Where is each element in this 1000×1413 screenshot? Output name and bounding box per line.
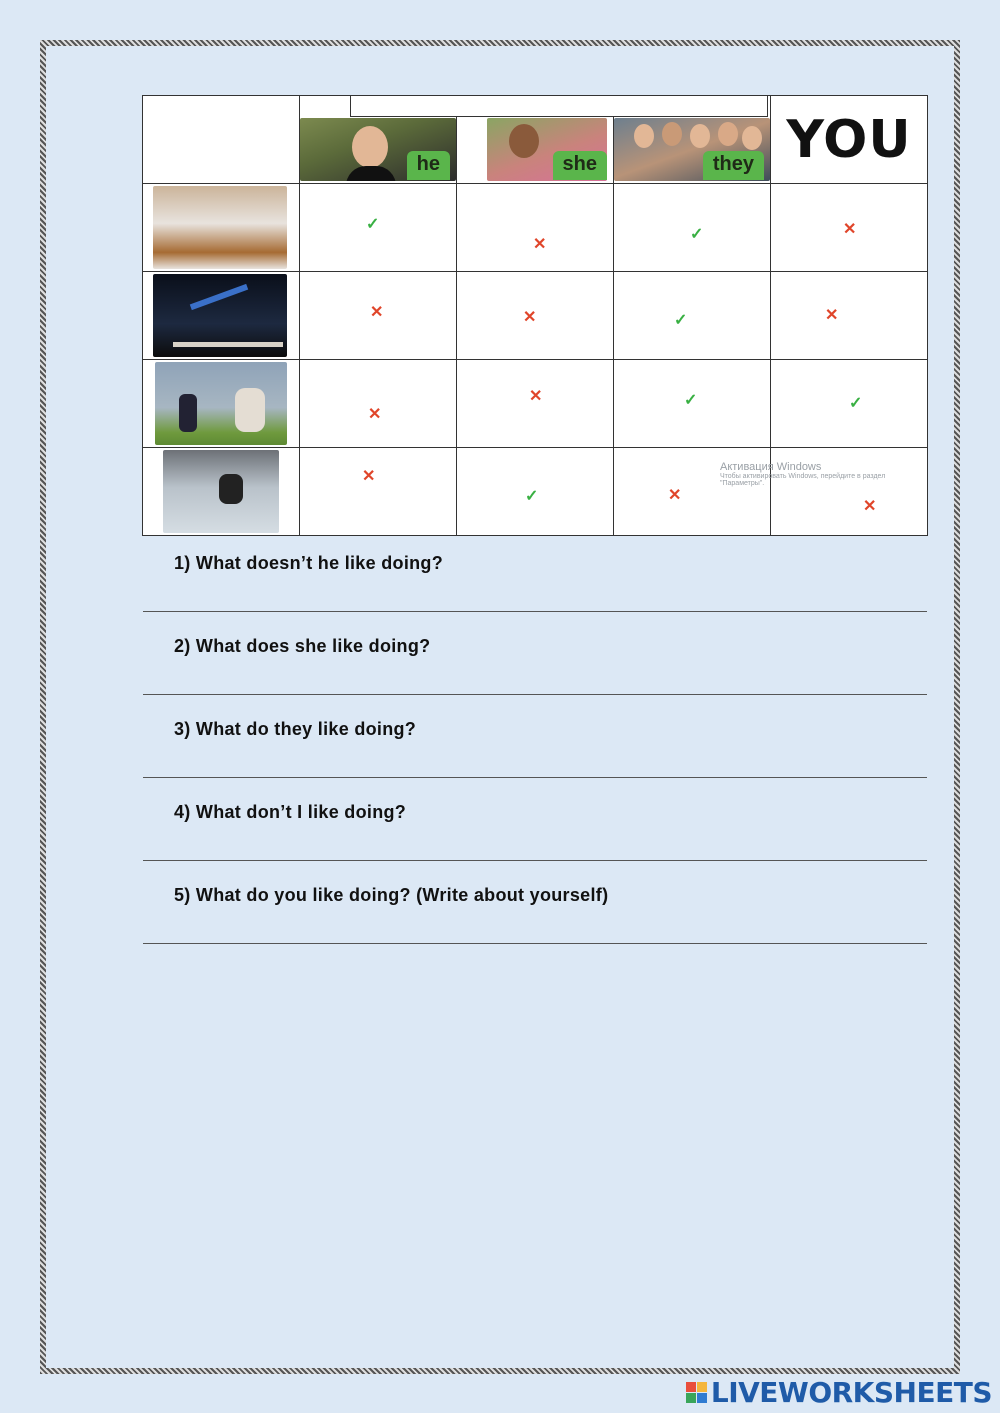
question-3: 3) What do they like doing? [174,719,417,739]
activity-cell [143,360,300,448]
answer-line-1[interactable] [143,611,927,612]
question-1: 1) What doesn’t he like doing? [174,553,444,573]
tick-icon: ✓ [366,216,380,233]
activity-cell [143,272,300,360]
answer-cell [614,360,771,448]
tick-icon: ✓ [690,226,704,243]
logo-text: LIVEWORKSHEETS [710,1376,992,1409]
chess-photo [153,186,287,269]
answer-cell [300,272,457,360]
answer-line-5[interactable] [143,943,927,944]
answer-cell [771,272,928,360]
question-2: 2) What does she like doing? [174,636,431,656]
they-tag: they [703,151,764,180]
cross-icon: ✕ [523,309,537,326]
answer-cell [300,360,457,448]
dancing-photo [163,450,279,533]
question-4: 4) What don’t I like doing? [174,802,407,822]
cross-icon: ✕ [668,487,682,504]
answer-cell [614,272,771,360]
cross-icon: ✕ [843,221,857,238]
header-strip [350,95,768,117]
watermark-title: Активация Windows [720,461,822,473]
gymnastics-photo [153,274,287,357]
cross-icon: ✕ [362,468,376,485]
cross-icon: ✕ [533,236,547,253]
she-tag: she [553,151,607,180]
tick-icon: ✓ [674,312,688,329]
liveworksheets-logo [686,1376,992,1409]
cross-icon: ✕ [368,406,382,423]
he-tag: he [407,151,450,180]
tick-icon: ✓ [849,395,863,412]
cross-icon: ✕ [825,307,839,324]
tick-icon: ✓ [525,488,539,505]
answer-cell [457,448,614,536]
answer-line-2[interactable] [143,694,927,695]
table-row [143,272,928,360]
answer-line-4[interactable] [143,860,927,861]
answer-cell [457,360,614,448]
answer-cell [771,184,928,272]
tick-icon: ✓ [684,392,698,409]
watermark-line1: Чтобы активировать Windows, перейдите в раздел [720,473,886,480]
table-row [143,360,928,448]
activity-cell [143,448,300,536]
question-5: 5) What do you like doing? (Write about yourself) [174,885,609,905]
cross-icon: ✕ [529,388,543,405]
cross-icon: ✕ [370,304,384,321]
table-row [143,184,928,272]
activity-cell [143,184,300,272]
answer-cell [771,360,928,448]
windows-activation-watermark [720,461,885,487]
you-header-cell: YOU [771,96,928,184]
answer-cell [457,272,614,360]
answer-cell [300,184,457,272]
watermark-line2: "Параметры". [720,480,765,487]
photography-photo [155,362,287,445]
cross-icon: ✕ [863,498,877,515]
answer-cell [614,184,771,272]
answer-line-3[interactable] [143,777,927,778]
answer-cell [300,448,457,536]
answer-cell [457,184,614,272]
liveworksheets-badge-icon [686,1382,708,1404]
empty-corner-cell [143,96,300,184]
